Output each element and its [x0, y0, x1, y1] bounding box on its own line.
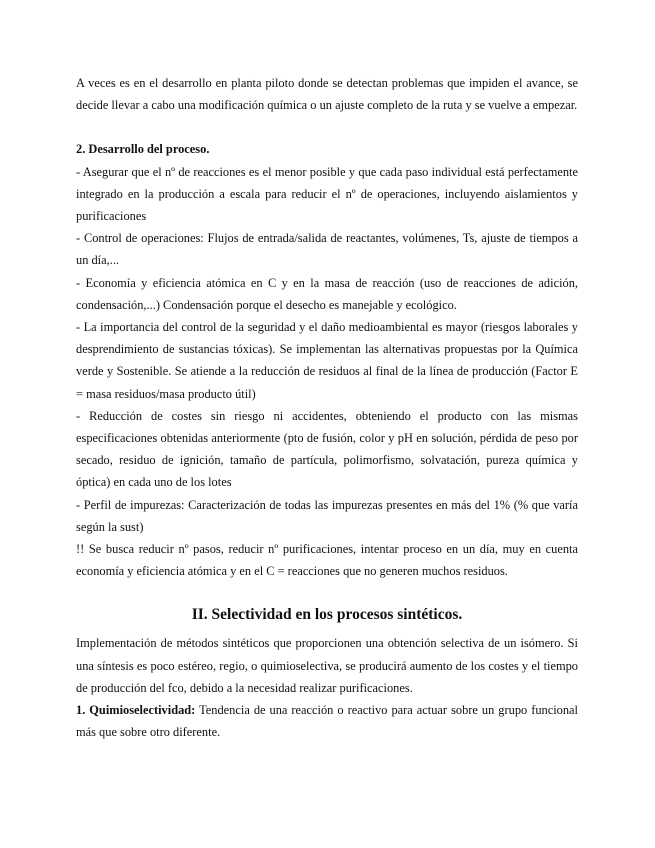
bullet-impurity-profile: - Perfil de impurezas: Caracterización de todas las impurezas presentes en más del 1% (% que varía según la sust) — [76, 497, 578, 534]
chemoselectivity-term: 1. Quimioselectividad: — [76, 703, 196, 718]
bullet-summary-note: !! Se busca reducir nº pasos, reducir nº purificaciones, intentar proceso en un día, muy en cuenta economía y eficiencia atómica y en el C = reacciones que no generen muchos residuos. — [76, 542, 578, 579]
chemoselectivity-definition: Tendencia de una reacción o reactivo para actuar sobre un grupo funcional más que sobre otro diferente. — [76, 703, 579, 740]
section-2-heading: 2. Desarrollo del proceso. — [76, 142, 210, 157]
bullet-cost-reduction: - Reducción de costes sin riesgo ni accidentes, obteniendo el producto con las mismas especificaciones obtenidas anteriormente (pto de fusión, color y pH en solución, pérdida de peso por secado, residuo de ignición, tamaño de partícula, polimorfismo, solvatación, pureza química y óptica) en cada uno de los lotes — [76, 408, 578, 490]
bullet-atom-economy: - Economía y eficiencia atómica en C y en la masa de reacción (uso de reacciones de adición, condensación,...) Condensación porque el desecho es manejable y ecológico. — [76, 275, 578, 312]
bullet-safety-environment: - La importancia del control de la seguridad y el daño medioambiental es mayor (riesgos laborales y desprendimiento de sustancias tóxicas). Se implementan las alternativas propuestas por la Química verde y Sostenible. Se atiende a la reducción de residuos al final de la línea de producción (Factor E = masa residuos/masa producto útil) — [76, 320, 578, 401]
chemoselectivity-paragraph — [76, 699, 578, 743]
intro-paragraph: A veces es en el desarrollo en planta piloto donde se detectan problemas que impiden el avance, se decide llevar a cabo una modificación química o un ajuste completo de la ruta y se vuelve a empezar. — [76, 76, 578, 113]
chapter-title: II. Selectividad en los procesos sintéticos. — [191, 606, 463, 624]
spacer — [76, 116, 578, 138]
document-page — [76, 72, 578, 743]
chapter-intro-paragraph: Implementación de métodos sintéticos que proporcionen una obtención selectiva de un isómero. Si una síntesis es poco estéreo, regio, o quimioselectiva, se producirá aumento de los costes y el tiempo de producción del fco, debido a la necesidad realizar purificaciones. — [76, 636, 578, 695]
bullet-reactions: - Asegurar que el nº de reacciones es el menor posible y que cada paso individual está perfectamente integrado en la producción a escala para reducir el nº de operaciones, incluyendo aislamientos y purificaciones — [76, 164, 578, 224]
bullet-operations-control: - Control de operaciones: Flujos de entrada/salida de reactantes, volúmenes, Ts, ajuste de tiempos a un día,... — [76, 231, 578, 268]
